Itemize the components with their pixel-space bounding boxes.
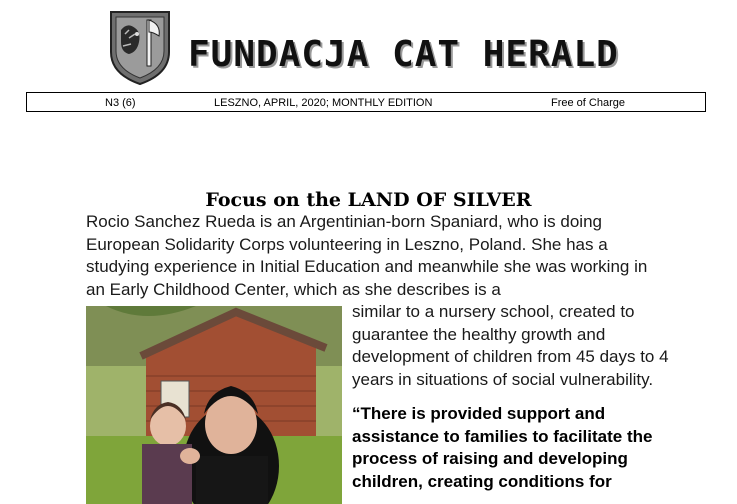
issue-number: N3 (6) [105, 97, 136, 109]
newspaper-title: FUNDACJA CAT HERALD [188, 34, 619, 75]
dateline: LESZNO, APRIL, 2020; MONTHLY EDITION [214, 97, 433, 109]
article-lead [86, 211, 666, 301]
photo-woman-and-child-icon [86, 306, 342, 504]
price-note: Free of Charge [551, 97, 625, 109]
article-headline: Focus on the LAND OF SILVER [205, 188, 532, 211]
continuation-paragraph: similar to a nursery school, created to guarantee the healthy growth and development of children from 45 days to 4 years in situations of social vulnerability. [352, 302, 669, 389]
pull-quote: “There is provided support and assistance to families to facilitate the process of raising and developing children, creating conditions for [352, 404, 653, 491]
issue-info-bar [26, 92, 706, 112]
lead-paragraph: Rocio Sanchez Rueda is an Argentinian-born Spaniard, who is doing European Solidarity Corps volunteering in Leszno, Poland. She has a studying experience in Initial Education and meanwhile she was working in an Early Childhood Center, which as she describes is a [86, 212, 648, 299]
article-column [352, 301, 672, 493]
article-photo [86, 306, 342, 504]
masthead [0, 0, 737, 109]
heraldic-crest-icon [107, 8, 173, 86]
